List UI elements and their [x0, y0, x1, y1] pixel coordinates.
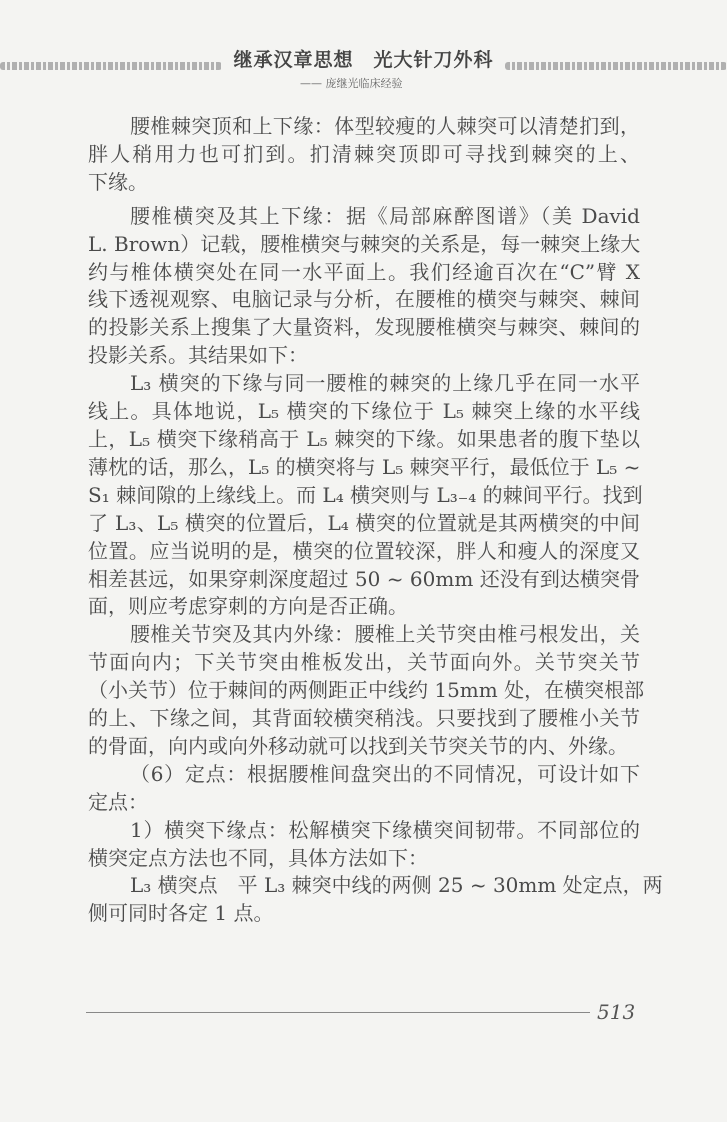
text-line: 的上、下缘之间，其背面较横突稍浅。只要找到了腰椎小关节	[88, 706, 640, 731]
text-line: 的投影关系上搜集了大量资料，发现腰椎横突与棘突、棘间的	[88, 315, 640, 340]
text-line: L₃ 横突的下缘与同一腰椎的棘突的上缘几乎在同一水平	[130, 371, 640, 396]
page-number: 513	[597, 1000, 636, 1024]
header-title: 继承汉章思想 光大针刀外科	[233, 49, 494, 71]
text-line: 薄枕的话，那么，L₅ 的横突将与 L₅ 棘突平行，最低位于 L₅ ~	[88, 454, 641, 479]
text-line: 下缘。	[88, 169, 148, 194]
text-line: （小关节）位于棘间的两侧距正中线约 15mm 处，在横突根部	[88, 678, 645, 703]
text-line: 胖人稍用力也可扪到。扪清棘突顶即可寻找到棘突的上、	[88, 141, 640, 166]
text-line: L. Brown）记载，腰椎横突与棘突的关系是，每一棘突上缘大	[88, 231, 641, 256]
text-line: 腰椎棘突顶和上下缘：体型较瘦的人棘突可以清楚扪到，	[130, 114, 640, 138]
text-line: 约与椎体横突处在同一水平面上。我们经逾百次在“C”臂 X	[88, 259, 640, 284]
text-line: 定点：	[88, 789, 148, 814]
text-line: 横突定点方法也不同，具体方法如下：	[88, 845, 428, 870]
text-line: 腰椎横突及其上下缘：据《局部麻醉图谱》（美 David	[130, 203, 640, 228]
text-line: 位置。应当说明的是，横突的位置较深，胖人和瘦人的深度又	[88, 538, 640, 563]
text-line: 节面向内；下关节突由椎板发出，关节面向外。关节突关节	[88, 650, 640, 675]
text-line: S₁ 棘间隙的上缘线上。而 L₄ 横突则与 L₃₋₄ 的棘间平行。找到	[88, 482, 643, 507]
text-line: 相差甚远，如果穿刺深度超过 50 ~ 60mm 还没有到达横突骨	[88, 566, 640, 591]
footer-rule	[86, 1012, 590, 1013]
paragraph	[88, 761, 640, 817]
text-line: 上，L₅ 横突下缘稍高于 L₅ 棘突的下缘。如果患者的腹下垫以	[88, 426, 640, 451]
paragraph	[88, 621, 645, 761]
paragraph	[88, 203, 640, 370]
text-line: 线下透视观察、电脑记录与分析，在腰椎的横突与棘突、棘间	[88, 287, 640, 312]
text-line: （6）定点：根据腰椎间盘突出的不同情况，可设计如下	[130, 761, 640, 786]
text-line: 的骨面，向内或向外移动就可以找到关节突关节的内、外缘。	[88, 733, 628, 758]
text-line: 面，则应考虑穿刺的方向是否正确。	[88, 594, 408, 619]
paragraph	[88, 370, 643, 621]
running-header	[0, 40, 727, 96]
text-line: 1）横突下缘点：松解横突下缘横突间韧带。不同部位的	[130, 817, 640, 842]
text-line: 了 L₃、L₅ 横突的位置后，L₄ 横突的位置就是其两横突的中间	[88, 510, 640, 535]
text-line: 线上。具体地说，L₅ 横突的下缘位于 L₅ 棘突上缘的水平线	[88, 399, 640, 424]
paragraph	[88, 113, 640, 197]
paragraph	[88, 817, 640, 873]
header-subtitle: —— 庞继光临床经验	[300, 77, 403, 90]
text-line: 腰椎关节突及其内外缘：腰椎上关节突由椎弓根发出，关	[130, 622, 640, 647]
body-text	[88, 113, 663, 928]
text-line: 侧可同时各定 1 点。	[88, 901, 274, 926]
paragraph	[88, 872, 663, 928]
text-line: L₃ 横突点 平 L₃ 棘突中线的两侧 25 ~ 30mm 处定点，两	[130, 873, 663, 898]
text-line: 投影关系。其结果如下：	[88, 343, 308, 368]
decorative-chain-right	[505, 62, 727, 70]
